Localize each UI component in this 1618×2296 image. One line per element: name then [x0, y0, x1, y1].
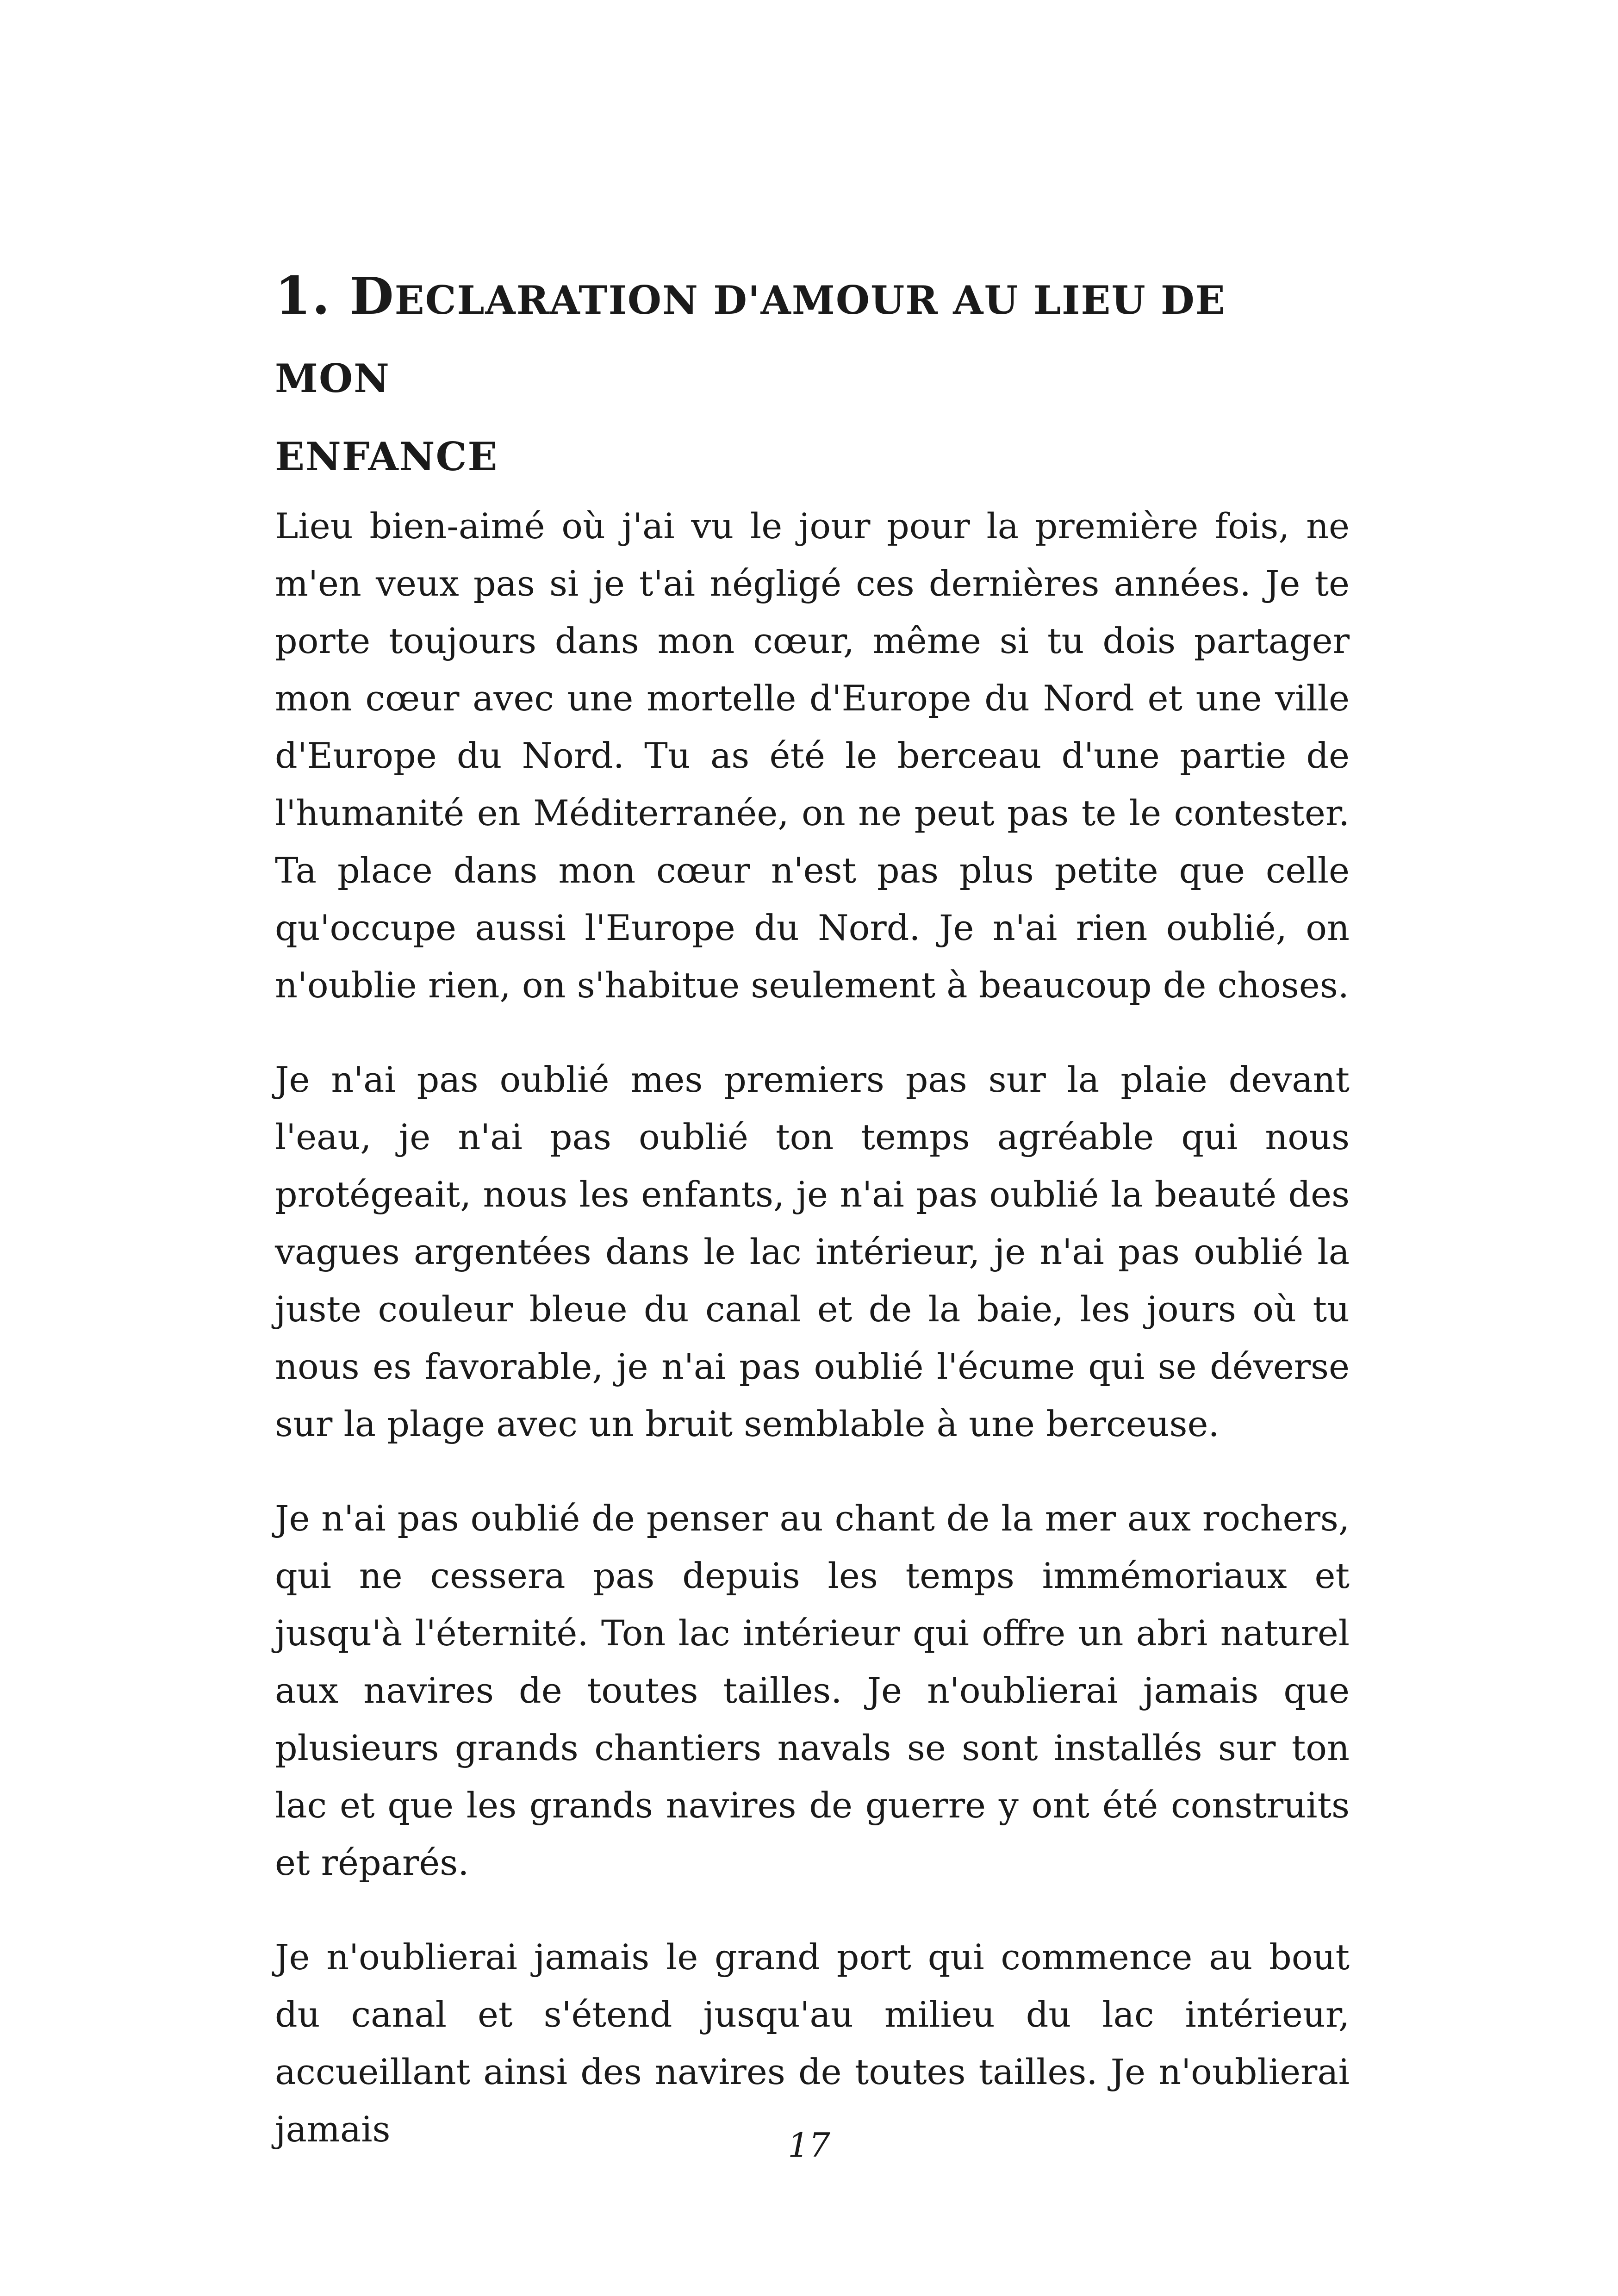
- paragraph-continued: Je n'oublierai jamais le grand port qui commence au bout du canal et s'étend jusqu'au milieu du lac intérieur, accueillant ainsi des navires de toutes tailles. Je n'oublierai jamais: [275, 1936, 1350, 2150]
- paragraph: Je n'ai pas oublié mes premiers pas sur la plaie devant l'eau, je n'ai pas oublié ton temps agréable qui nous protégeait, nous les enfants, je n'ai pas oublié la beauté des vagues argentées dans le lac intérieur, je n'ai pas oublié la juste couleur bleue du canal et de la baie, les jours où tu nous es favorable, je n'ai pas oublié l'écume qui se déverse sur la plage avec un bruit semblable à une berceuse.: [275, 1059, 1350, 1444]
- chapter-title: [275, 259, 1349, 494]
- chapter-title-initial: D: [349, 266, 395, 326]
- chapter-number: 1.: [275, 266, 331, 326]
- page-number: 17: [788, 2126, 830, 2165]
- paragraph: Je n'ai pas oublié de penser au chant de la mer aux rochers, qui ne cessera pas depuis les temps immémoriaux et jusqu'à l'éternité. Ton lac intérieur qui offre un abri naturel aux navires de toutes tailles. Je n'oublierai jamais que plusieurs grands chantiers navals se sont installés sur ton lac et que les grands navires de guerre y ont été construits et réparés.: [275, 1498, 1350, 1883]
- chapter-title-line2: ENFANCE: [275, 434, 498, 479]
- paragraph: Lieu bien-aimé où j'ai vu le jour pour la première fois, ne m'en veux pas si je t'ai négligé ces dernières années. Je te porte toujours dans mon cœur, même si tu dois partager mon cœur avec une mortelle d'Europe du Nord et une ville d'Europe du Nord. Tu as été le berceau d'une partie de l'humanité en Méditerranée, on ne peut pas te le contester. Ta place dans mon cœur n'est pas plus petite que celle qu'occupe aussi l'Europe du Nord. Je n'ai rien oublié, on n'oublie rien, on s'habitue seulement à beaucoup de choses.: [275, 505, 1350, 1006]
- chapter-body: [275, 498, 1350, 2195]
- chapter-title-line1: ECLARATION D'AMOUR AU LIEU DE MON: [275, 277, 1226, 401]
